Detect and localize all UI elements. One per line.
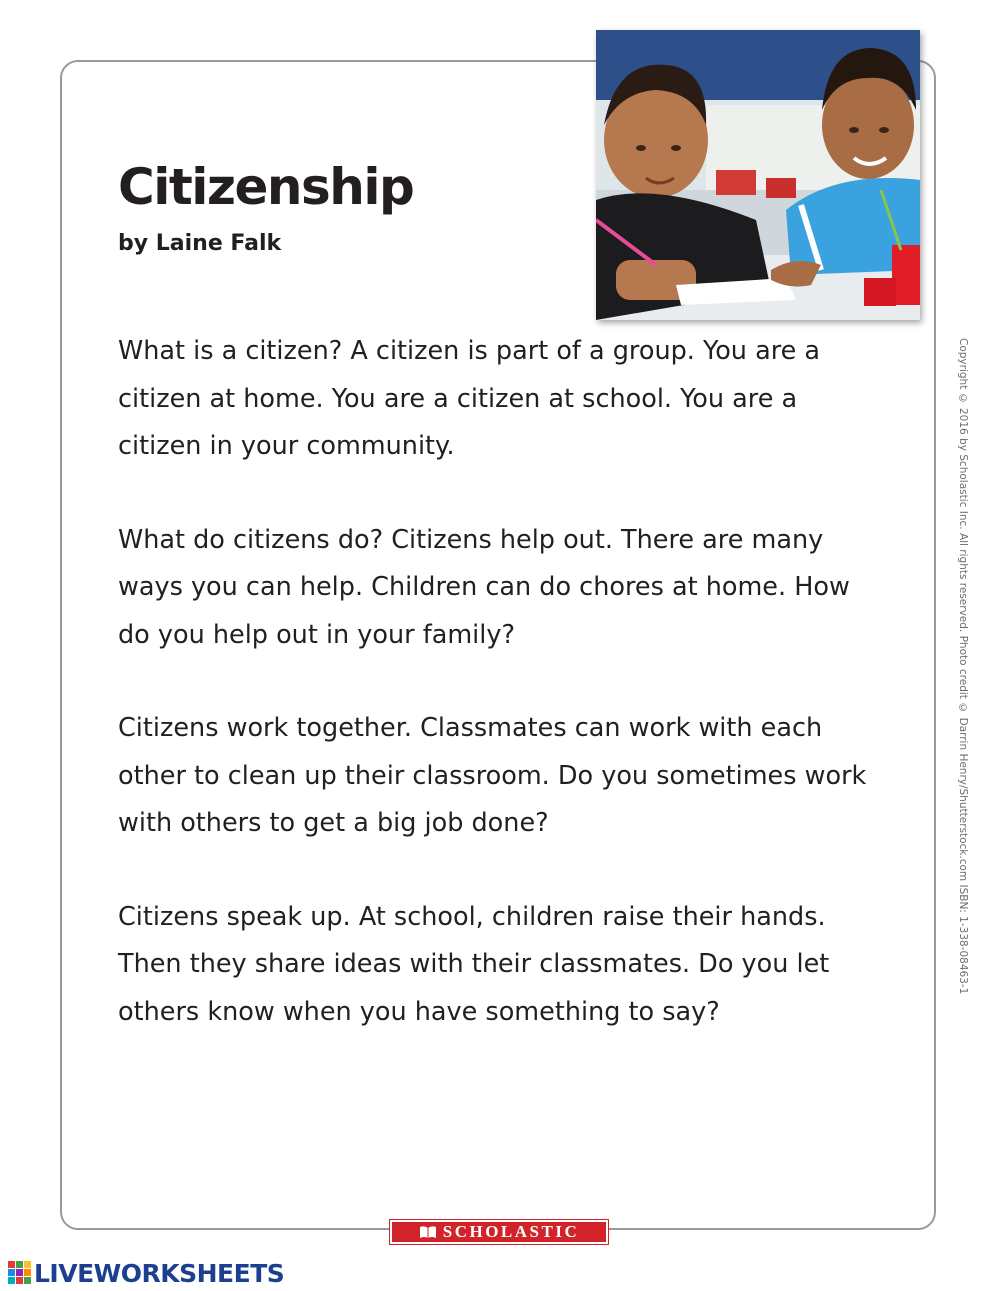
article-body [118,328,878,1082]
open-book-icon [419,1225,437,1239]
copyright-notice: Copyright © 2016 by Scholastic Inc. All rights reserved. Photo credit © Darrin Henry/Shutterstock.com ISBN: 1-338-08463-1 [957,338,969,995]
paragraph-3: Citizens work together. Classmates can work with each other to clean up their classroom. Do you sometimes work with others to get a big job done? [118,713,867,838]
paragraph-1: What is a citizen? A citizen is part of a group. You are a citizen at home. You are a citizen at school. You are a citizen in your community. [118,336,821,461]
liveworksheets-logo-icon [8,1261,32,1285]
classroom-photo-illustration [596,30,920,320]
classroom-photo [596,30,920,320]
paragraph-4: Citizens speak up. At school, children raise their hands. Then they share ideas with their classmates. Do you let others know when you have something to say? [118,901,830,1027]
liveworksheets-brand [8,1259,284,1287]
article-byline: by Laine Falk [118,231,282,256]
liveworksheets-text: LIVEWORKSHEETS [34,1258,285,1288]
scholastic-logo [390,1220,608,1244]
article-title: Citizenship [118,158,414,216]
scholastic-logo-text: SCHOLASTIC [442,1222,580,1241]
paragraph-2: What do citizens do? Citizens help out. There are many ways you can help. Children can do chores at home. How do you help out in your family? [118,524,850,650]
